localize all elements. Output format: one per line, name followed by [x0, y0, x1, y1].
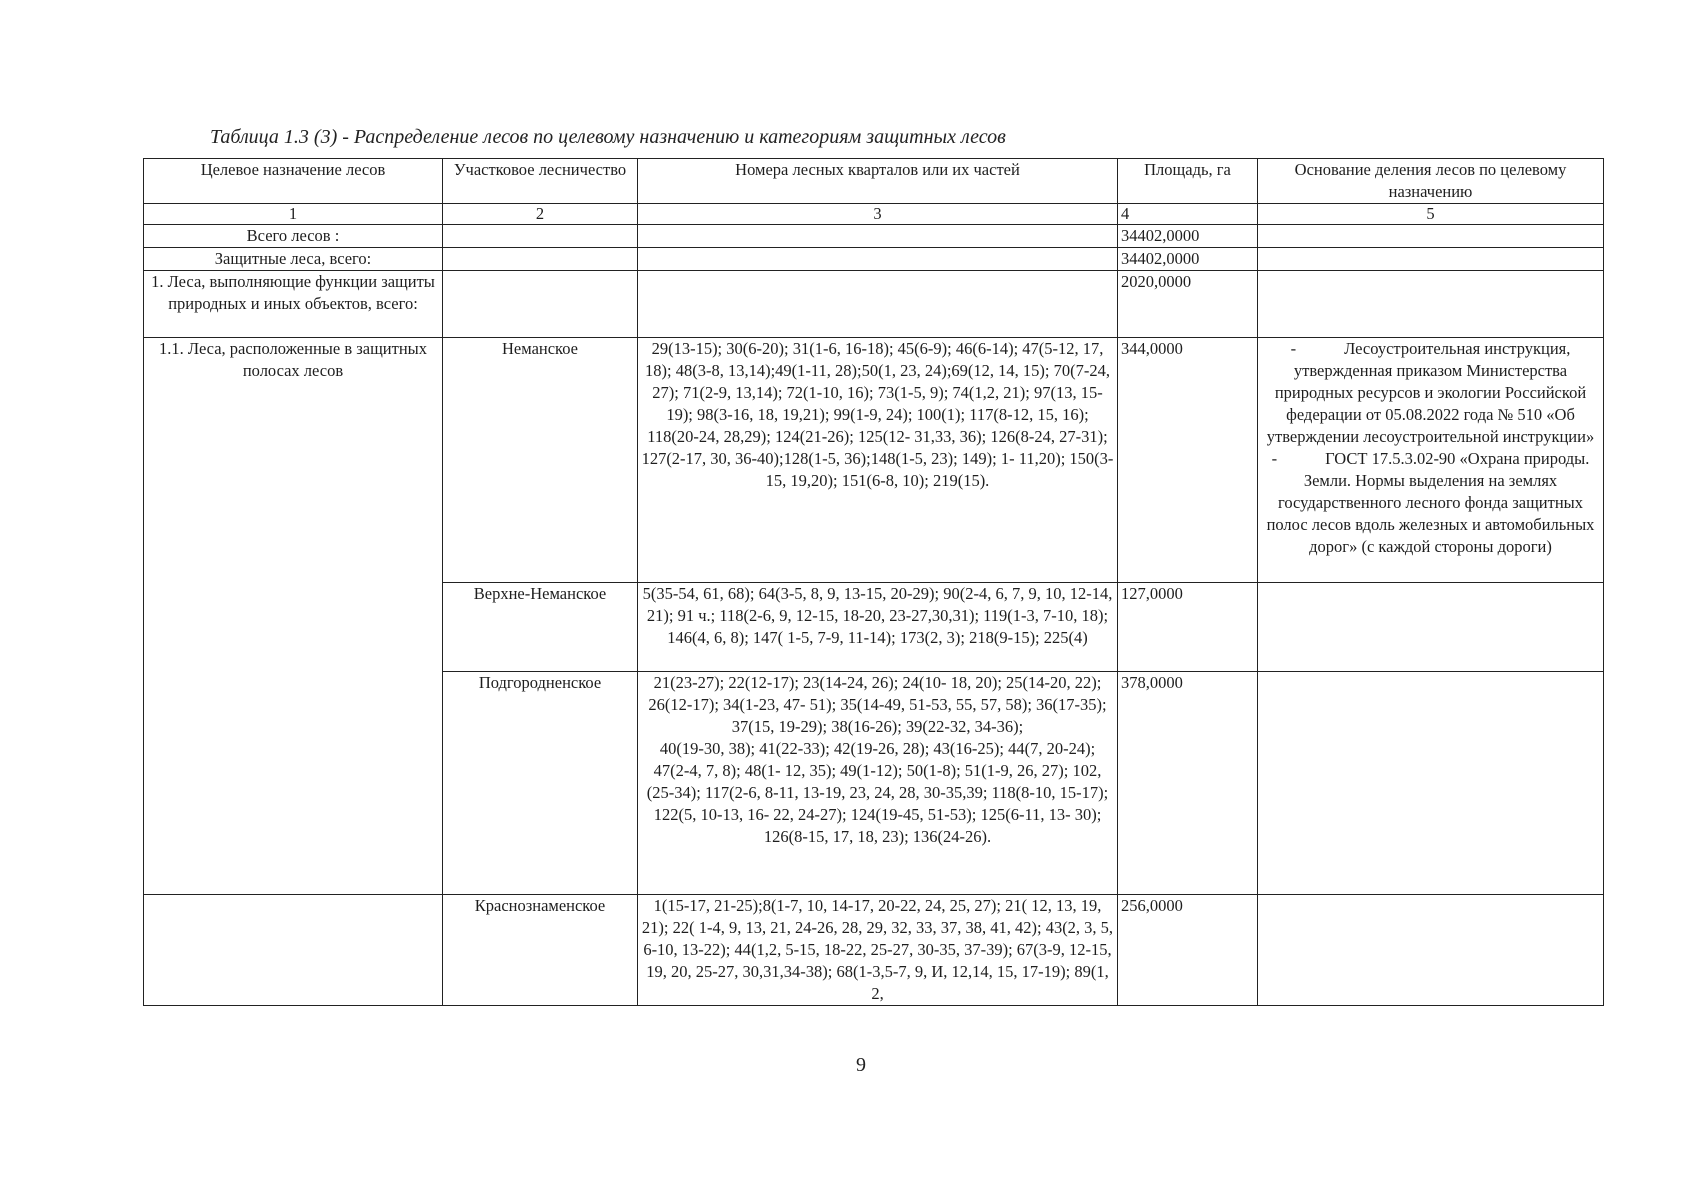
column-number-row	[144, 204, 1604, 225]
row-label-subgroup: 1.1. Леса, расположенные в защитных полосах лесов	[144, 338, 443, 895]
area-value: 127,0000	[1118, 583, 1258, 672]
basis-dash: -	[1271, 449, 1278, 468]
area-value: 2020,0000	[1118, 271, 1258, 338]
forestry-name: Верхне-Неманское	[443, 583, 638, 672]
empty-cell	[144, 895, 443, 1006]
column-number: 4	[1118, 204, 1258, 225]
header-area: Площадь, га	[1118, 159, 1258, 204]
header-quarters: Номера лесных кварталов или их частей	[638, 159, 1118, 204]
quarters-part: 40(19-30, 38); 41(22-33); 42(19-26, 28); 43(16-25); 44(7, 20-24); 47(2-4, 7, 8); 48(1- 12, 35); 49(1-12); 50(1-8); 51(1-9, 26, 27); 102,(25-34); 117(2-6, 8-11, 13-19, 23, 24, 28, 30-35,39; 118(8-10, 15-17); 122(5, 10-13, 16- 22, 24-27); 124(19-45, 51-53); 125(6-11, 13- 30); 126(8-15, 17, 18, 23); 136(24-26).	[646, 739, 1109, 846]
forestry-name: Краснознаменское	[443, 895, 638, 1006]
table-row-protective	[144, 248, 1604, 271]
empty-cell	[1258, 248, 1604, 271]
table-row-group1	[144, 271, 1604, 338]
empty-cell	[638, 225, 1118, 248]
basis-dash: -	[1290, 339, 1297, 358]
area-value: 378,0000	[1118, 672, 1258, 895]
table-row-nemanskoe	[144, 338, 1604, 583]
quarters-list	[638, 672, 1118, 895]
area-value: 344,0000	[1118, 338, 1258, 583]
column-number: 5	[1258, 204, 1604, 225]
header-basis: Основание деления лесов по целевому назначению	[1258, 159, 1604, 204]
empty-cell	[1258, 583, 1604, 672]
page-number: 9	[856, 1054, 866, 1076]
basis-gost: ГОСТ 17.5.3.02-90 «Охрана природы. Земли. Нормы выделения на землях государственного лесного фонда защитных полос лесов вдоль железных и автомобильных дорог» (с каждой стороны дороги)	[1266, 449, 1595, 556]
empty-cell	[1258, 225, 1604, 248]
empty-cell	[1258, 672, 1604, 895]
header-purpose: Целевое назначение лесов	[144, 159, 443, 204]
quarters-list: 1(15-17, 21-25);8(1-7, 10, 14-17, 20-22, 24, 25, 27); 21( 12, 13, 19, 21); 22( 1-4, 9, 13, 21, 24-26, 28, 29, 32, 33, 37, 38, 41, 42); 43(2, 3, 5, 6-10, 13-22); 44(1,2, 5-15, 18-22, 25-27, 30-35, 37-39); 67(3-9, 12-15, 19, 20, 25-27, 30,31,34-38); 68(1-3,5-7, 9, И, 12,14, 15, 17-19); 89(1, 2,	[638, 895, 1118, 1006]
quarters-list: 29(13-15); 30(6-20); 31(1-6, 16-18); 45(6-9); 46(6-14); 47(5-12, 17, 18); 48(3-8, 13,14);49(1-11, 28);50(1, 23, 24);69(12, 14, 15); 70(7-24, 27); 71(2-9, 13,14); 72(1-10, 16); 73(1-5, 9); 74(1,2, 21); 97(13, 15-19); 98(3-16, 18, 19,21); 99(1-9, 24); 100(1); 117(8-12, 15, 16); 118(20-24, 28,29); 124(21-26); 125(12- 31,33, 36); 126(8-24, 27-31); 127(2-17, 30, 36-40);128(1-5, 36);148(1-5, 23); 149); 1- 11,20); 150(3-15, 19,20); 151(6-8, 10); 219(15).	[638, 338, 1118, 583]
basis-text	[1258, 338, 1604, 583]
area-value: 256,0000	[1118, 895, 1258, 1006]
forest-distribution-table	[143, 158, 1604, 1006]
column-number: 1	[144, 204, 443, 225]
empty-cell	[1258, 271, 1604, 338]
quarters-list: 5(35-54, 61, 68); 64(3-5, 8, 9, 13-15, 20-29); 90(2-4, 6, 7, 9, 10, 12-14, 21); 91 ч.; 118(2-6, 9, 12-15, 18-20, 23-27,30,31); 119(1-3, 7-10, 18); 146(4, 6, 8); 147( 1-5, 7-9, 11-14); 173(2, 3); 218(9-15); 225(4)	[638, 583, 1118, 672]
forestry-name: Подгородненское	[443, 672, 638, 895]
column-number: 2	[443, 204, 638, 225]
empty-cell	[443, 225, 638, 248]
table-header-row	[144, 159, 1604, 204]
forestry-name: Неманское	[443, 338, 638, 583]
table-caption: Таблица 1.3 (3) - Распределение лесов по целевому назначению и категориям защитных лесов	[210, 126, 1006, 148]
table-row-total	[144, 225, 1604, 248]
empty-cell	[638, 271, 1118, 338]
row-label: Защитные леса, всего:	[144, 248, 443, 271]
empty-cell	[443, 271, 638, 338]
quarters-part: 21(23-27); 22(12-17); 23(14-24, 26); 24(10- 18, 20); 25(14-20, 22); 26(12-17); 34(1-23, 47- 51); 35(14-49, 51-53, 55, 57, 58); 36(17-35); 37(15, 19-29); 38(16-26); 39(22-32, 34-36);	[648, 673, 1107, 736]
empty-cell	[443, 248, 638, 271]
area-value: 34402,0000	[1118, 248, 1258, 271]
basis-instruction: Лесоустроительная инструкция, утвержденная приказом Министерства природных ресурсов и экологии Российской федерации от 05.08.2022 года № 510 «Об утверждении лесоустроительной инструкции»	[1266, 339, 1595, 446]
table-row-krasnoznamenskoe	[144, 895, 1604, 1006]
row-label: Всего лесов :	[144, 225, 443, 248]
row-label: 1. Леса, выполняющие функции защиты природных и иных объектов, всего:	[144, 271, 443, 338]
header-forestry: Участковое лесничество	[443, 159, 638, 204]
area-value: 34402,0000	[1118, 225, 1258, 248]
empty-cell	[638, 248, 1118, 271]
column-number: 3	[638, 204, 1118, 225]
empty-cell	[1258, 895, 1604, 1006]
